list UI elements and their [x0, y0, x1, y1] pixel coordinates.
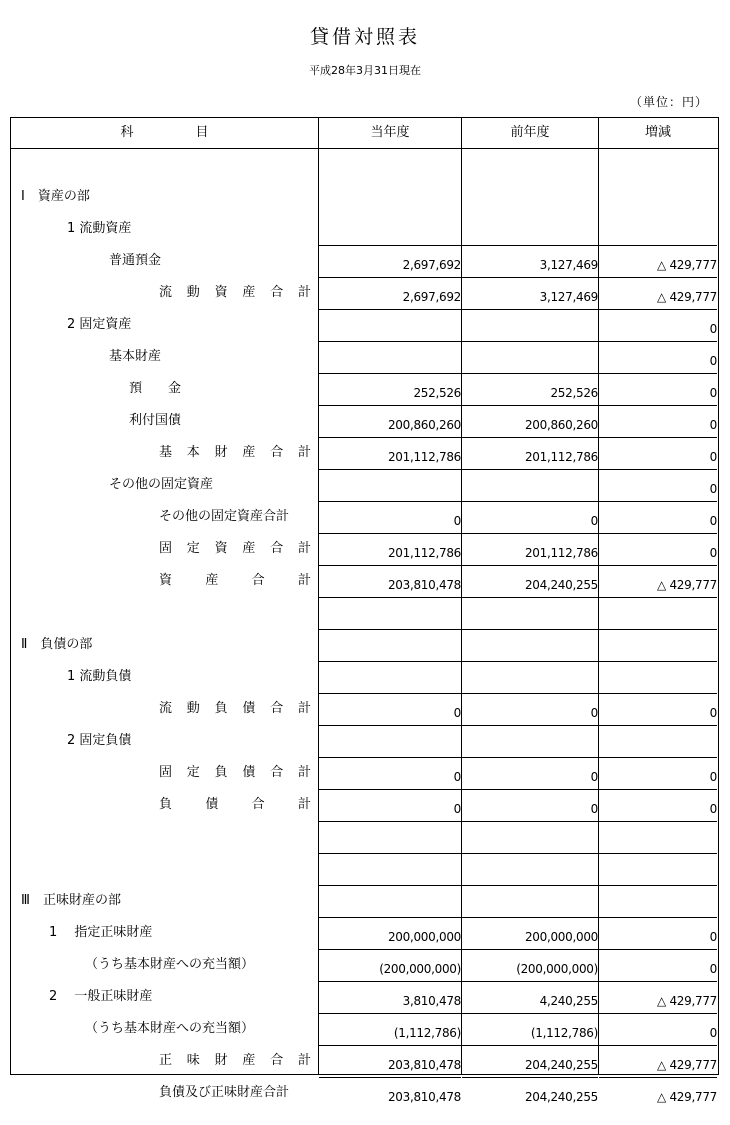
change-value	[601, 597, 717, 629]
previous-year-value	[464, 725, 598, 757]
current-year-value: 203,810,478	[387, 1058, 461, 1072]
table-row	[11, 1077, 717, 1109]
previous-year-value: 0	[590, 706, 598, 720]
change-value: 0	[709, 802, 717, 816]
change-value: △ 429,777	[657, 258, 717, 272]
previous-year-value	[464, 149, 598, 181]
previous-year-value	[464, 597, 598, 629]
table-row	[11, 725, 717, 757]
current-year-value	[321, 309, 461, 341]
change-value: 0	[709, 930, 717, 944]
row-label: 2 一般正味財産	[49, 989, 153, 1004]
change-value	[601, 725, 717, 757]
row-label: その他の固定資産合計	[159, 509, 290, 524]
current-year-value: 0	[453, 514, 461, 528]
table-row	[11, 949, 717, 981]
current-year-value: 203,810,478	[387, 1090, 461, 1104]
table-row	[11, 149, 717, 181]
previous-year-value: 0	[590, 770, 598, 784]
current-year-value: 2,697,692	[402, 258, 461, 272]
previous-year-value: 252,526	[550, 386, 598, 400]
change-value: 0	[709, 418, 717, 432]
previous-year-value: 204,240,255	[524, 1090, 598, 1104]
table-row	[11, 821, 717, 853]
current-year-value: (200,000,000)	[379, 962, 461, 976]
row-label: 正 味 財 産 合 計	[159, 1053, 311, 1068]
change-value: 0	[709, 354, 717, 368]
row-label: 1 指定正味財産	[49, 925, 153, 940]
row-label: 固 定 資 産 合 計	[159, 541, 311, 556]
current-year-value: 3,810,478	[402, 994, 461, 1008]
change-value	[601, 181, 717, 213]
current-year-value: 203,810,478	[387, 578, 461, 592]
row-label: （うち基本財産への充当額）	[85, 1021, 255, 1036]
change-value	[601, 885, 717, 917]
table-row	[11, 597, 717, 629]
table-row	[11, 693, 717, 725]
change-value: 0	[709, 1026, 717, 1040]
change-value: 0	[709, 962, 717, 976]
previous-year-value: 200,860,260	[524, 418, 598, 432]
change-value: 0	[709, 770, 717, 784]
change-value: △ 429,777	[657, 1058, 717, 1072]
header-subject-b: 目	[195, 125, 209, 140]
current-year-value	[321, 821, 461, 853]
change-value: 0	[709, 450, 717, 464]
row-label: Ⅱ 負債の部	[21, 637, 93, 652]
change-value: 0	[709, 514, 717, 528]
current-year-value: 200,000,000	[387, 930, 461, 944]
change-value: △ 429,777	[657, 994, 717, 1008]
previous-year-value: 3,127,469	[539, 290, 598, 304]
table-row	[11, 533, 717, 565]
row-label: 2 固定負債	[67, 733, 132, 748]
previous-year-value	[464, 629, 598, 661]
row-label: 基本財産	[109, 349, 162, 364]
previous-year-value: 204,240,255	[524, 578, 598, 592]
current-year-value: 252,526	[413, 386, 461, 400]
row-label: 普通預金	[109, 253, 162, 268]
table-row	[11, 373, 717, 405]
current-year-value	[321, 341, 461, 373]
change-value: △ 429,777	[657, 1090, 717, 1104]
header-change: 増減	[644, 125, 671, 140]
row-label: 負債及び正味財産合計	[159, 1085, 290, 1100]
row-label: 固 定 負 債 合 計	[159, 765, 311, 780]
current-year-value	[321, 597, 461, 629]
header-subject-a: 科	[120, 125, 134, 140]
header-previous-year: 前年度	[510, 125, 550, 140]
table-row	[11, 341, 717, 373]
row-label: 負 債 合 計	[159, 797, 311, 812]
current-year-value: 200,860,260	[387, 418, 461, 432]
table-row	[11, 469, 717, 501]
row-label: （うち基本財産への充当額）	[85, 957, 255, 972]
header-subject	[11, 118, 318, 148]
previous-year-value	[464, 309, 598, 341]
unit-label: （単位：円）	[629, 95, 708, 109]
current-year-value	[321, 661, 461, 693]
current-year-value	[321, 149, 461, 181]
current-year-value: 0	[453, 802, 461, 816]
row-label: 資 産 合 計	[159, 573, 311, 588]
current-year-value	[321, 725, 461, 757]
row-label: 1 流動資産	[67, 221, 132, 236]
row-label: 基 本 財 産 合 計	[159, 445, 311, 460]
row-label: Ⅰ 資産の部	[21, 189, 90, 204]
previous-year-value: 4,240,255	[539, 994, 598, 1008]
table-row	[11, 565, 717, 597]
previous-year-value	[464, 341, 598, 373]
table-row	[11, 405, 717, 437]
row-label: 1 流動負債	[67, 669, 132, 684]
previous-year-value	[464, 181, 598, 213]
report-date: 平成28年3月31日現在	[309, 64, 421, 77]
row-label: 流 動 負 債 合 計	[159, 701, 311, 716]
previous-year-value: (200,000,000)	[516, 962, 598, 976]
header-current-year: 当年度	[370, 125, 410, 140]
table-row	[11, 1013, 717, 1045]
change-value: △ 429,777	[657, 290, 717, 304]
current-year-value: (1,112,786)	[393, 1026, 461, 1040]
table-row	[11, 757, 717, 789]
table-row	[11, 885, 717, 917]
previous-year-value	[464, 213, 598, 245]
balance-sheet-table	[10, 117, 719, 1104]
change-value: 0	[709, 546, 717, 560]
table-row	[11, 245, 717, 277]
current-year-value: 0	[453, 706, 461, 720]
change-value: 0	[709, 482, 717, 496]
current-year-value	[321, 469, 461, 501]
previous-year-value: 0	[590, 514, 598, 528]
previous-year-value	[464, 661, 598, 693]
row-label: 2 固定資産	[67, 317, 132, 332]
change-value: 0	[709, 322, 717, 336]
previous-year-value	[464, 853, 598, 885]
change-value: △ 429,777	[657, 578, 717, 592]
current-year-value: 201,112,786	[387, 546, 461, 560]
row-label: 預 金	[129, 381, 182, 396]
table-row	[11, 309, 717, 341]
row-label: 流 動 資 産 合 計	[159, 285, 311, 300]
current-year-value: 2,697,692	[402, 290, 461, 304]
table-row	[11, 981, 717, 1013]
previous-year-value	[464, 821, 598, 853]
change-value	[601, 661, 717, 693]
table-row	[11, 501, 717, 533]
previous-year-value: 201,112,786	[524, 450, 598, 464]
current-year-value	[321, 213, 461, 245]
row-label: Ⅲ 正味財産の部	[21, 893, 121, 908]
previous-year-value: 0	[590, 802, 598, 816]
previous-year-value: 200,000,000	[524, 930, 598, 944]
table-row	[11, 629, 717, 661]
change-value	[601, 629, 717, 661]
table-row	[11, 437, 717, 469]
previous-year-value	[464, 469, 598, 501]
table-row	[11, 277, 717, 309]
previous-year-value: 204,240,255	[524, 1058, 598, 1072]
change-value	[601, 821, 717, 853]
previous-year-value: (1,112,786)	[530, 1026, 598, 1040]
current-year-value	[321, 885, 461, 917]
change-value: 0	[709, 706, 717, 720]
change-value	[601, 213, 717, 245]
table-row	[11, 181, 717, 213]
change-value: 0	[709, 386, 717, 400]
table-row	[11, 917, 717, 949]
table-row	[11, 853, 717, 885]
table-row	[11, 1045, 717, 1077]
current-year-value	[321, 853, 461, 885]
table-row	[11, 789, 717, 821]
row-label: その他の固定資産	[109, 477, 214, 492]
row-label: 利付国債	[129, 413, 182, 428]
previous-year-value: 201,112,786	[524, 546, 598, 560]
current-year-value	[321, 181, 461, 213]
change-value	[601, 149, 717, 181]
previous-year-value	[464, 885, 598, 917]
previous-year-value: 3,127,469	[539, 258, 598, 272]
table-row	[11, 661, 717, 693]
page-title: 貸借対照表	[309, 26, 420, 48]
change-value	[601, 853, 717, 885]
current-year-value: 0	[453, 770, 461, 784]
current-year-value	[321, 629, 461, 661]
current-year-value: 201,112,786	[387, 450, 461, 464]
table-row	[11, 213, 717, 245]
